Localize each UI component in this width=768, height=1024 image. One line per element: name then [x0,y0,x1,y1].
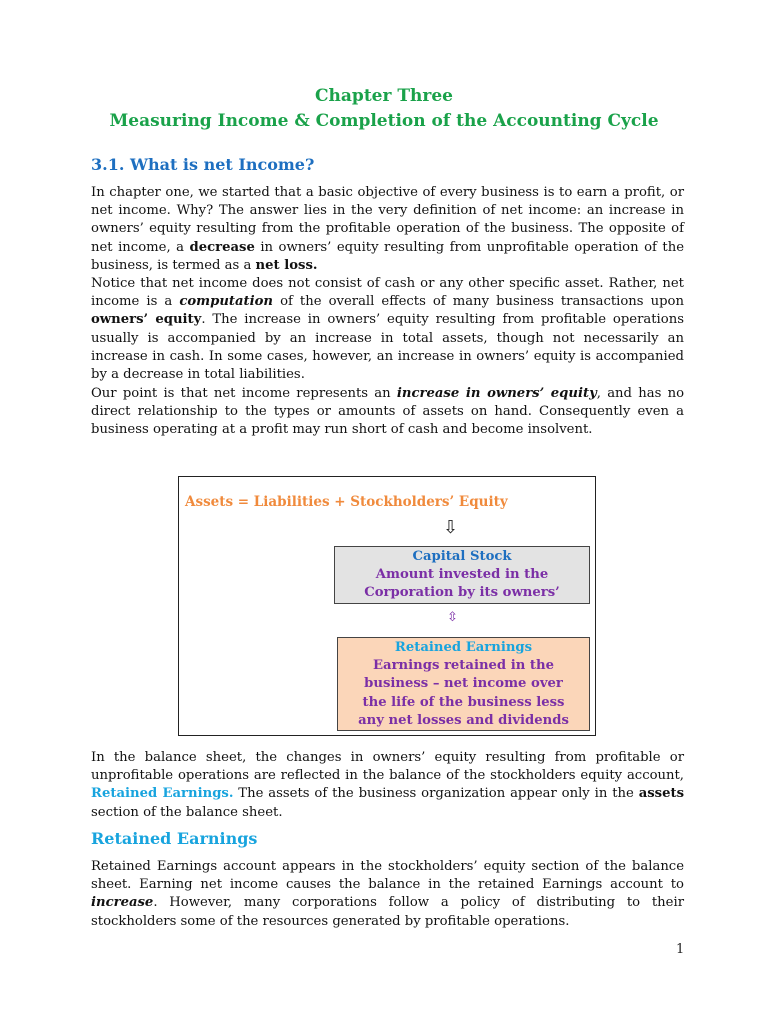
capital-stock-box [334,546,590,604]
retained-earnings-title: Retained Earnings [394,640,533,655]
capital-stock-desc-line1: Amount invested in the [375,567,549,582]
equity-diagram [178,476,596,736]
paragraph-balance-sheet: In the balance sheet, the changes in owners’ equity resulting from profitable or unprofitable operations are reflected in the balance of the stockholders equity account, Retained Earnings. The assets of the business organization appear only in the assets section of the balance sheet. [91,750,684,820]
accounting-equation: Assets = Liabilities + Stockholders’ Equity [185,494,508,510]
chapter-subtitle: Measuring Income & Completion of the Accounting Cycle [109,111,659,131]
capital-stock-title: Capital Stock [412,549,512,564]
section-heading-net-income: 3.1. What is net Income? [91,155,315,174]
capital-stock-desc-line2: Corporation by its owners’ [364,585,560,600]
page-number: 1 [676,942,685,957]
section-heading-retained-earnings: Retained Earnings [91,829,258,848]
retained-earnings-box [337,637,590,731]
paragraph-retained-earnings: Retained Earnings account appears in the stockholders’ equity section of the balance sheet. Earning net income causes the balance in the retained Earnings account to increase. However, many corporations follow a policy of distributing to their stockholders some of the resources generated by profitable operations. [91,859,684,929]
chapter-number: Chapter Three [315,86,453,106]
paragraph-net-income-point: Our point is that net income represents an increase in owners’ equity, and has no direct relationship to the types or amounts of assets on hand. Consequently even a business operating at a profit may run short of cash and become insolvent. [91,386,685,438]
chapter-title [0,84,768,134]
up-down-arrow-icon: ⇳ [447,610,458,625]
retained-earnings-desc-line4: any net losses and dividends [358,712,569,728]
retained-earnings-desc-line3: the life of the business less [362,694,565,710]
down-arrow-icon: ⇩ [443,517,459,538]
retained-earnings-desc-line1: Earnings retained in the [373,658,554,674]
paragraph-net-income-computation: Notice that net income does not consist of cash or any other specific asset. Rather, net income is a computation of the overall effects of many business transactions upon owners’ equity. The increase in owners’ equity resulting from profitable operations usually is accompanied by an increase in total assets, though not necessarily an increase in cash. In some cases, however, an increase in owners’ equity is accompanied by a decrease in total liabilities. [91,276,684,383]
paragraph-net-income-definition: In chapter one, we started that a basic objective of every business is to earn a profit, or net income. Why? The answer lies in the very definition of net income: an increase in owners’ equity resulting from the profitable operation of the business. The opposite of net income, a decrease in owners’ equity resulting from unprofitable operation of the business, is termed as a net loss. [91,185,685,273]
retained-earnings-desc-line2: business – net income over [364,676,563,692]
